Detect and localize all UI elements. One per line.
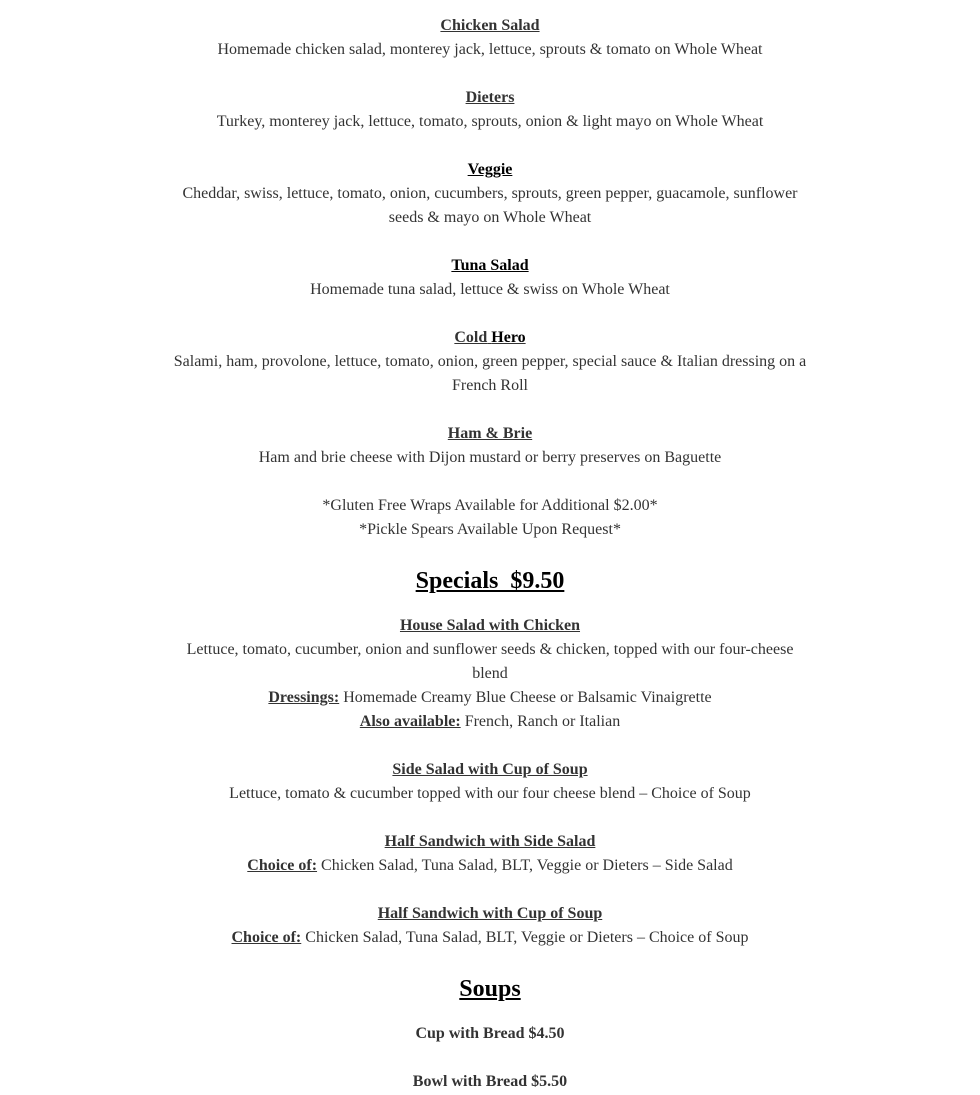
choice-label: Choice of: xyxy=(231,929,302,946)
item-desc-cold-hero: Salami, ham, provolone, lettuce, tomato, onion, green pepper, special sauce & Italian dressing on a French Roll xyxy=(173,353,807,394)
choice-label: Choice of: xyxy=(247,857,318,874)
item-desc-chicken-salad: Homemade chicken salad, monterey jack, lettuce, sprouts & tomato on Whole Wheat xyxy=(217,41,763,58)
item-desc-ham-brie: Ham and brie cheese with Dijon mustard or berry preserves on Baguette xyxy=(258,449,722,466)
item-title-tuna-salad: Tuna Salad xyxy=(451,257,529,274)
specials-heading: Specials $9.50 xyxy=(415,568,565,594)
item-desc-house-salad: Lettuce, tomato, cucumber, onion and sunflower seeds & chicken, topped with our four-cheese blend xyxy=(186,641,794,682)
choice-text: Chicken Salad, Tuna Salad, BLT, Veggie or Dieters – Side Salad xyxy=(317,857,733,874)
dressings-line xyxy=(170,686,810,710)
item-title-veggie: Veggie xyxy=(467,161,513,178)
item-title-cold-hero-part-b: Hero xyxy=(491,329,526,346)
item-desc-side-salad-soup: Lettuce, tomato & cucumber topped with our four cheese blend – Choice of Soup xyxy=(229,785,751,802)
item-title-cold-hero xyxy=(170,326,810,350)
item-title-dieters: Dieters xyxy=(465,89,515,106)
item-title-cold-hero-part-a: Cold xyxy=(454,329,488,346)
item-title-house-salad: House Salad with Chicken xyxy=(399,617,581,634)
item-title-half-sandwich-soup: Half Sandwich with Cup of Soup xyxy=(377,905,603,922)
item-title-chicken-salad: Chicken Salad xyxy=(440,17,540,34)
item-title-half-sandwich-salad: Half Sandwich with Side Salad xyxy=(384,833,596,850)
menu-content xyxy=(170,14,810,1094)
note-pickle-spears: *Pickle Spears Available Upon Request* xyxy=(359,521,621,538)
choice-line-half-sandwich-soup xyxy=(170,926,810,950)
note-gluten-free: *Gluten Free Wraps Available for Additional $2.00* xyxy=(322,497,658,514)
choice-text: Chicken Salad, Tuna Salad, BLT, Veggie or Dieters – Choice of Soup xyxy=(301,929,749,946)
soup-bowl-price: Bowl with Bread $5.50 xyxy=(412,1073,568,1090)
also-available-label: Also available: xyxy=(359,713,461,730)
soup-cup-price: Cup with Bread $4.50 xyxy=(415,1025,565,1042)
item-title-ham-brie: Ham & Brie xyxy=(447,425,533,442)
also-available-line xyxy=(170,710,810,734)
item-desc-dieters: Turkey, monterey jack, lettuce, tomato, sprouts, onion & light mayo on Whole Wheat xyxy=(216,113,764,130)
dressings-text: Homemade Creamy Blue Cheese or Balsamic Vinaigrette xyxy=(339,689,712,706)
item-desc-tuna-salad: Homemade tuna salad, lettuce & swiss on Whole Wheat xyxy=(310,281,670,298)
also-available-text: French, Ranch or Italian xyxy=(460,713,621,730)
choice-line-half-sandwich-salad xyxy=(170,854,810,878)
item-title-side-salad-soup: Side Salad with Cup of Soup xyxy=(392,761,588,778)
dressings-label: Dressings: xyxy=(268,689,340,706)
item-desc-veggie: Cheddar, swiss, lettuce, tomato, onion, cucumbers, sprouts, green pepper, guacamole, sunflower seeds & mayo on Whole Wheat xyxy=(182,185,798,226)
soups-heading: Soups xyxy=(459,976,521,1002)
